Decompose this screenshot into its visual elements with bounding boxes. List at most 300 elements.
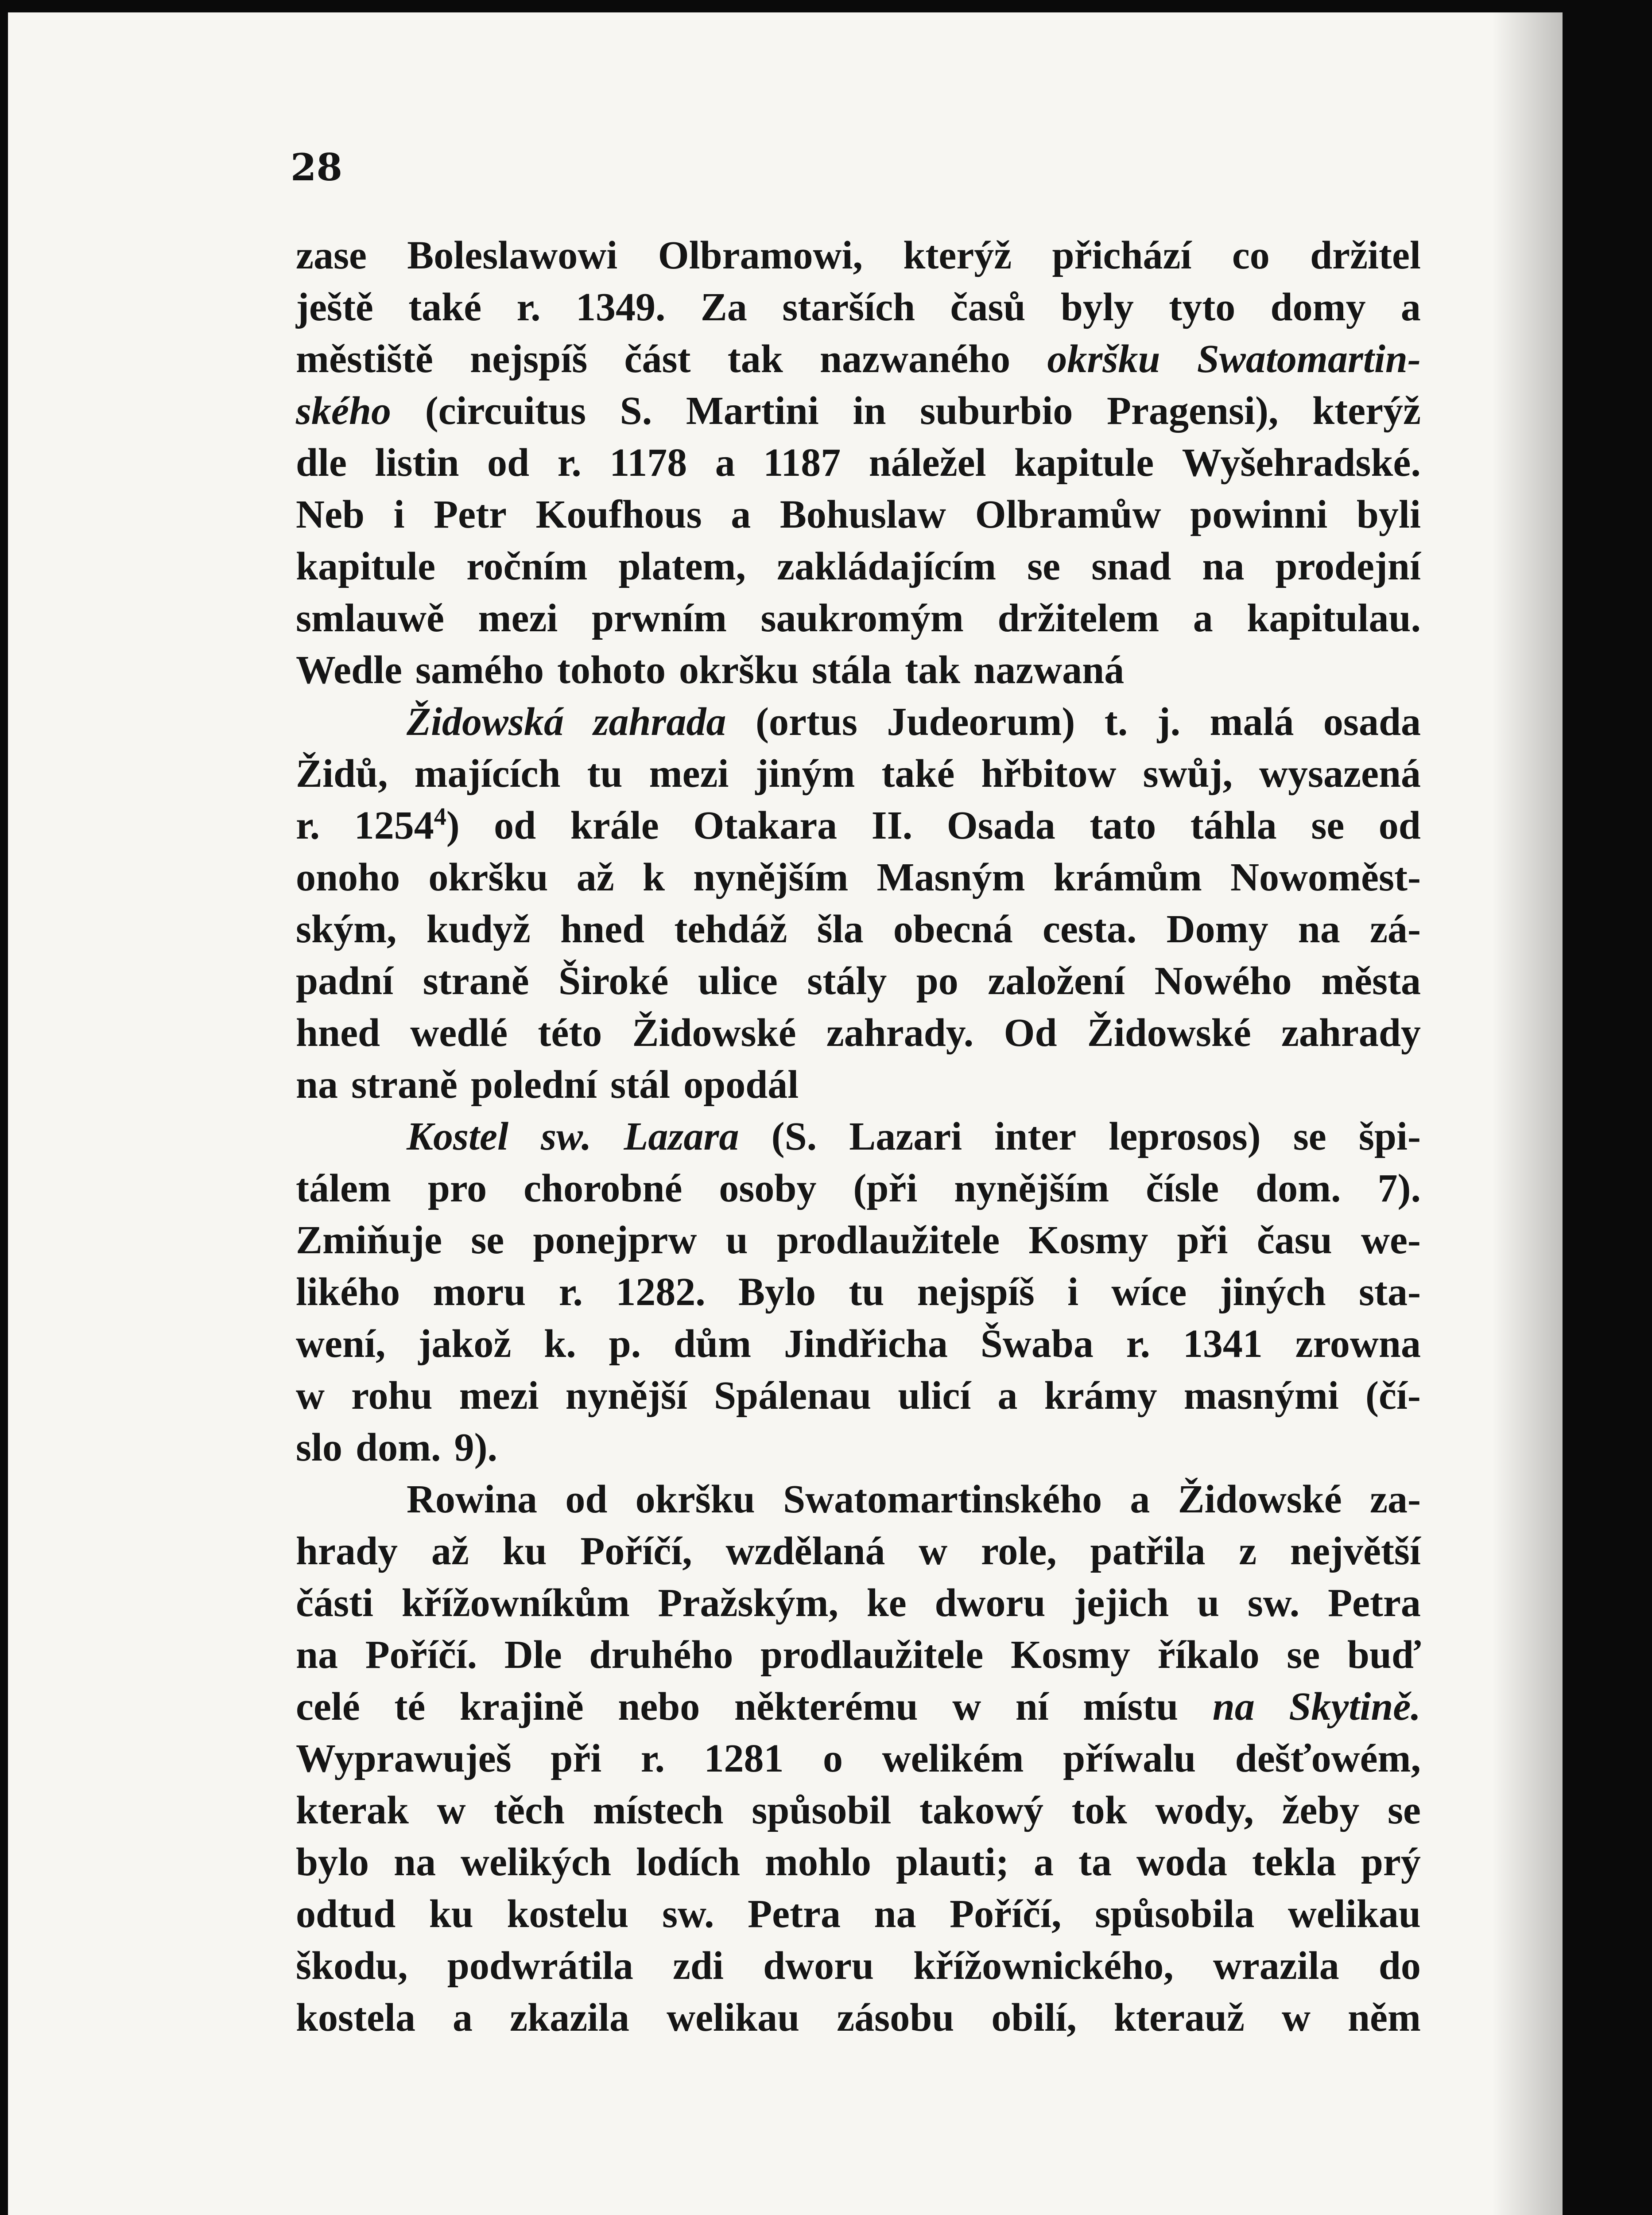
word: jiným bbox=[755, 752, 855, 796]
word: wedlé bbox=[410, 1011, 508, 1055]
word: leprosos) bbox=[1109, 1115, 1261, 1158]
text-line bbox=[296, 1733, 1421, 1784]
word: 1254$^4$) bbox=[354, 803, 460, 847]
word: Petr bbox=[434, 493, 507, 536]
word: a bbox=[731, 493, 751, 536]
body-text bbox=[296, 229, 1421, 2044]
word: prodlaužitele bbox=[776, 1218, 1000, 1262]
word: Šwaba bbox=[980, 1322, 1094, 1366]
text-line bbox=[296, 800, 1421, 851]
word: lodích bbox=[636, 1840, 741, 1884]
text-line bbox=[296, 437, 1421, 489]
word: a bbox=[1400, 285, 1421, 329]
word: nazwaná bbox=[973, 648, 1125, 692]
text-line bbox=[296, 1370, 1421, 1422]
word: pro bbox=[427, 1166, 487, 1210]
word: křížowníkům bbox=[401, 1581, 630, 1625]
text-line bbox=[296, 1111, 1421, 1162]
word: ke bbox=[866, 1581, 907, 1625]
word: zahrady. bbox=[826, 1011, 974, 1055]
word: ní bbox=[1015, 1685, 1049, 1729]
word: tato bbox=[1090, 804, 1156, 847]
word: Swatomartinského bbox=[783, 1477, 1102, 1521]
word: na bbox=[296, 1633, 338, 1677]
word: při bbox=[1177, 1218, 1228, 1262]
word: r. bbox=[557, 441, 582, 485]
text-line bbox=[296, 1007, 1421, 1059]
word: na bbox=[1298, 907, 1340, 951]
text-line bbox=[296, 1784, 1421, 1836]
word: 1349. bbox=[576, 285, 666, 329]
text-line bbox=[296, 955, 1421, 1007]
text-line bbox=[296, 1992, 1421, 2044]
word: Domy bbox=[1166, 907, 1268, 951]
word: ulice bbox=[698, 959, 778, 1003]
word: dle bbox=[296, 441, 347, 485]
word: Zmiňuje bbox=[296, 1218, 442, 1262]
word: polední bbox=[471, 1063, 597, 1107]
word: hned bbox=[560, 907, 645, 951]
word: (při bbox=[853, 1166, 918, 1210]
word: sw. bbox=[541, 1115, 592, 1158]
word: i bbox=[1067, 1270, 1079, 1314]
text-line bbox=[296, 644, 1421, 696]
word: Jindřicha bbox=[783, 1322, 948, 1366]
word: něm bbox=[1347, 1996, 1421, 2040]
word: kterýž bbox=[1312, 389, 1421, 433]
word: kterauž bbox=[1113, 1996, 1245, 2040]
word: (circuitus bbox=[425, 389, 586, 433]
word: Široké bbox=[558, 959, 669, 1003]
word: některému bbox=[734, 1685, 918, 1729]
text-line bbox=[296, 1162, 1421, 1214]
word: p. bbox=[609, 1322, 641, 1366]
word: mezi bbox=[649, 752, 729, 796]
word: dworu bbox=[763, 1944, 874, 1988]
word: o bbox=[823, 1737, 843, 1780]
word: role, bbox=[981, 1529, 1057, 1573]
word: nebo bbox=[618, 1685, 700, 1729]
text-line bbox=[296, 229, 1421, 281]
word: Lazara bbox=[624, 1115, 739, 1158]
word: u bbox=[1197, 1581, 1219, 1625]
text-line bbox=[296, 540, 1421, 592]
word: krámy bbox=[1044, 1374, 1157, 1418]
word: slo bbox=[296, 1426, 343, 1469]
word: zdi bbox=[672, 1944, 724, 1988]
word: největší bbox=[1290, 1529, 1421, 1573]
word: Pražským, bbox=[658, 1581, 838, 1625]
word: malá bbox=[1210, 700, 1294, 744]
word: hřbitow bbox=[981, 752, 1117, 796]
word: nejspíš bbox=[470, 337, 588, 381]
word: Bylo bbox=[738, 1270, 816, 1314]
word: Židowská bbox=[407, 700, 564, 744]
word: krámům bbox=[1053, 855, 1202, 899]
text-line bbox=[296, 1422, 1421, 1473]
word: prodejní bbox=[1275, 544, 1421, 588]
word: 1178 bbox=[609, 441, 687, 485]
word: patřila bbox=[1090, 1529, 1206, 1573]
word: se bbox=[1027, 544, 1061, 588]
word: místu bbox=[1083, 1685, 1179, 1729]
word: nynějším bbox=[693, 855, 849, 899]
text-line bbox=[296, 1629, 1421, 1681]
word: stál bbox=[610, 1063, 671, 1107]
text-line bbox=[296, 1836, 1421, 1888]
word: hned bbox=[296, 1011, 380, 1055]
word: celé bbox=[296, 1685, 360, 1729]
word: dům bbox=[673, 1322, 752, 1366]
word: tohoto bbox=[557, 648, 666, 692]
word: odtud bbox=[296, 1892, 396, 1936]
footnote-marker: 4 bbox=[434, 803, 446, 831]
word: na bbox=[394, 1840, 436, 1884]
word: tehdáž bbox=[674, 907, 787, 951]
word: také bbox=[408, 285, 482, 329]
text-line bbox=[296, 1473, 1421, 1525]
word: ponejprw bbox=[533, 1218, 697, 1262]
word: Židowské bbox=[632, 1011, 796, 1055]
word: Židowské bbox=[1087, 1011, 1251, 1055]
word: stály bbox=[807, 959, 887, 1003]
word: sw. bbox=[662, 1892, 714, 1936]
word: špi- bbox=[1358, 1115, 1421, 1158]
word: Otakara bbox=[693, 804, 838, 847]
word: táhla bbox=[1190, 804, 1277, 847]
word: jejich bbox=[1074, 1581, 1169, 1625]
word: nynějším bbox=[954, 1166, 1109, 1210]
word: Neb bbox=[296, 493, 365, 536]
word: bylo bbox=[296, 1840, 369, 1884]
word: straně bbox=[423, 959, 529, 1003]
word: okršku bbox=[428, 855, 548, 899]
word: mezi bbox=[478, 596, 558, 640]
page-edge-shadow bbox=[1492, 12, 1563, 2215]
word: ku bbox=[429, 1892, 473, 1936]
word: Dle bbox=[504, 1633, 562, 1677]
word: wíce bbox=[1111, 1270, 1187, 1314]
text-line bbox=[296, 1525, 1421, 1577]
text-line bbox=[296, 333, 1421, 385]
page-number: 28 bbox=[291, 145, 342, 189]
word: saukromým bbox=[760, 596, 964, 640]
word: krále bbox=[570, 804, 659, 847]
word: nazwaného bbox=[820, 337, 1011, 381]
word: škodu, bbox=[296, 1944, 408, 1988]
word: starších bbox=[782, 285, 915, 329]
word: Osada bbox=[946, 804, 1055, 847]
word: krajině bbox=[459, 1685, 584, 1729]
word: zkazila bbox=[510, 1996, 630, 2040]
word: majících bbox=[414, 752, 561, 796]
word: 1282. bbox=[616, 1270, 706, 1314]
word: plauti; bbox=[896, 1840, 1009, 1884]
word: dom. bbox=[1256, 1166, 1341, 1210]
word: byli bbox=[1356, 493, 1421, 536]
word: část bbox=[624, 337, 691, 381]
word: Kosmy bbox=[1028, 1218, 1148, 1262]
word: kudyž bbox=[426, 907, 531, 951]
word: a bbox=[715, 441, 735, 485]
word: také bbox=[881, 752, 955, 796]
word: Olbramůw bbox=[975, 493, 1161, 536]
word: rohu bbox=[351, 1374, 433, 1418]
word: Poříčí, bbox=[950, 1892, 1062, 1936]
word: listin bbox=[375, 441, 459, 485]
word: Nowoměst- bbox=[1230, 855, 1421, 899]
word: podwrátila bbox=[447, 1944, 633, 1988]
word: stála bbox=[812, 648, 892, 692]
word: co bbox=[1232, 233, 1270, 277]
text-line bbox=[296, 1266, 1421, 1318]
word: ulicí bbox=[898, 1374, 971, 1418]
word: Židowské bbox=[1178, 1477, 1342, 1521]
text-line bbox=[296, 903, 1421, 955]
word: swůj, bbox=[1143, 752, 1233, 796]
word: chorobné bbox=[524, 1166, 683, 1210]
word: jakož bbox=[418, 1322, 512, 1366]
word: ta bbox=[1078, 1840, 1112, 1884]
word: Nowého bbox=[1154, 959, 1292, 1003]
word: ročním bbox=[466, 544, 588, 588]
word: založení bbox=[988, 959, 1125, 1003]
word: zrowna bbox=[1295, 1322, 1421, 1366]
word: při bbox=[551, 1737, 602, 1780]
word: těch bbox=[494, 1788, 565, 1832]
word: w bbox=[437, 1788, 466, 1832]
word: přichází bbox=[1052, 233, 1192, 277]
text-line bbox=[296, 1940, 1421, 1992]
word: tekla bbox=[1252, 1840, 1336, 1884]
word: sta- bbox=[1358, 1270, 1421, 1314]
word: r. bbox=[296, 804, 320, 847]
word: powinni bbox=[1190, 493, 1328, 536]
word: obilí, bbox=[991, 1996, 1077, 2040]
word: Rowina bbox=[407, 1477, 538, 1521]
word: tak bbox=[727, 337, 783, 381]
word: Kostel bbox=[407, 1115, 509, 1158]
word: křížownického, bbox=[913, 1944, 1174, 1988]
word: Spálenau bbox=[714, 1374, 872, 1418]
word: na bbox=[1212, 1685, 1255, 1729]
text-line bbox=[296, 592, 1421, 644]
word: sw. bbox=[1247, 1581, 1300, 1625]
word: Petra bbox=[748, 1892, 841, 1936]
word: se bbox=[1287, 1633, 1320, 1677]
word: Kosmy bbox=[1010, 1633, 1130, 1677]
word: ) bbox=[446, 804, 460, 847]
word: od bbox=[565, 1477, 608, 1521]
text-line bbox=[296, 1888, 1421, 1940]
text-line bbox=[296, 851, 1421, 903]
word: tyto bbox=[1169, 285, 1236, 329]
word: od bbox=[487, 441, 530, 485]
word: padní bbox=[296, 959, 394, 1003]
word: Židů, bbox=[296, 752, 388, 796]
word: a bbox=[1034, 1840, 1054, 1884]
word: tu bbox=[849, 1270, 884, 1314]
word: t. bbox=[1104, 700, 1128, 744]
word: zahrady bbox=[1281, 1011, 1421, 1055]
word: 7). bbox=[1377, 1166, 1421, 1210]
word: w bbox=[296, 1374, 325, 1418]
word: welikém bbox=[882, 1737, 1024, 1780]
word: zá- bbox=[1370, 907, 1421, 951]
text-line bbox=[296, 281, 1421, 333]
word: Za bbox=[700, 285, 747, 329]
word: a bbox=[453, 1996, 473, 2040]
word: se bbox=[1388, 1788, 1421, 1832]
word: samého bbox=[415, 648, 544, 692]
word: k bbox=[642, 855, 665, 899]
word: Wyprawuješ bbox=[296, 1737, 512, 1780]
text-line bbox=[296, 748, 1421, 800]
word: r. bbox=[1126, 1322, 1150, 1366]
word: čísle bbox=[1146, 1166, 1219, 1210]
word: tu bbox=[587, 752, 623, 796]
word: říkalo bbox=[1157, 1633, 1260, 1677]
word: osoby bbox=[719, 1166, 817, 1210]
word: r. bbox=[558, 1270, 583, 1314]
word: likého bbox=[296, 1270, 400, 1314]
word: na bbox=[1202, 544, 1245, 588]
word: příwalu bbox=[1063, 1737, 1196, 1780]
word: za- bbox=[1370, 1477, 1421, 1521]
text-line bbox=[296, 1059, 1421, 1111]
word: woda bbox=[1136, 1840, 1227, 1884]
text-line bbox=[296, 489, 1421, 540]
text-line bbox=[296, 1318, 1421, 1370]
word: od bbox=[494, 804, 536, 847]
word: až bbox=[431, 1529, 469, 1573]
word: místech bbox=[593, 1788, 724, 1832]
word: Olbramowi, bbox=[658, 233, 863, 277]
word: časů bbox=[950, 285, 1026, 329]
word: Swatomartin- bbox=[1197, 337, 1421, 381]
word: wody, bbox=[1155, 1788, 1254, 1832]
word: masnými bbox=[1183, 1374, 1339, 1418]
word: Wedle bbox=[296, 648, 402, 692]
word: inter bbox=[994, 1115, 1077, 1158]
word: welikých bbox=[461, 1840, 612, 1884]
word: we- bbox=[1361, 1218, 1421, 1262]
word: 9). bbox=[454, 1426, 498, 1469]
word: w bbox=[919, 1529, 948, 1573]
word: Wyšehradské. bbox=[1182, 441, 1421, 485]
word: okršku bbox=[679, 648, 799, 692]
word: Koufhous bbox=[535, 493, 702, 536]
word: Poříčí. bbox=[365, 1633, 477, 1677]
word: u bbox=[725, 1218, 748, 1262]
word: a bbox=[997, 1374, 1018, 1418]
word: byly bbox=[1060, 285, 1134, 329]
word: platem, bbox=[618, 544, 746, 588]
word: žeby bbox=[1282, 1788, 1360, 1832]
word: r. bbox=[640, 1737, 665, 1780]
word: zásobu bbox=[837, 1996, 954, 2040]
text-line bbox=[296, 1214, 1421, 1266]
word: kterýž bbox=[903, 233, 1012, 277]
word: opodál bbox=[683, 1063, 799, 1107]
text-line bbox=[296, 1577, 1421, 1629]
word: času bbox=[1256, 1218, 1332, 1262]
word: kostela bbox=[296, 1996, 415, 2040]
word: moru bbox=[433, 1270, 526, 1314]
word: onoho bbox=[296, 855, 400, 899]
word: hrady bbox=[296, 1529, 398, 1573]
word: k. bbox=[544, 1322, 576, 1366]
word: na bbox=[874, 1892, 916, 1936]
word: II. bbox=[871, 804, 913, 847]
word: straně bbox=[351, 1063, 458, 1107]
word: šla bbox=[817, 907, 864, 951]
word: domy bbox=[1270, 285, 1366, 329]
word: tok bbox=[1071, 1788, 1127, 1832]
word: cesta. bbox=[1043, 907, 1137, 951]
word: mohlo bbox=[765, 1840, 872, 1884]
word: od bbox=[1378, 804, 1421, 847]
word: ještě bbox=[296, 285, 373, 329]
word: Petra bbox=[1328, 1581, 1421, 1625]
word: části bbox=[296, 1581, 373, 1625]
word: (čí- bbox=[1365, 1374, 1421, 1418]
word: mezi bbox=[459, 1374, 539, 1418]
word: (S. bbox=[771, 1115, 817, 1158]
word: dešťowém, bbox=[1235, 1737, 1421, 1780]
word: welikau bbox=[667, 1996, 800, 2040]
word: ského bbox=[296, 389, 392, 433]
word: S. bbox=[620, 389, 652, 433]
word: tálem bbox=[296, 1166, 391, 1210]
word: na bbox=[296, 1063, 338, 1107]
word: až bbox=[576, 855, 614, 899]
word: se bbox=[1311, 804, 1345, 847]
word: se bbox=[1293, 1115, 1326, 1158]
book-page bbox=[8, 12, 1563, 2215]
word: 1281 bbox=[704, 1737, 784, 1780]
word: městiště bbox=[296, 337, 433, 381]
word: 1341 bbox=[1183, 1322, 1263, 1366]
word: nynější bbox=[565, 1374, 687, 1418]
word: po bbox=[916, 959, 958, 1003]
word: zakládajícím bbox=[777, 544, 997, 588]
word: kapitule bbox=[296, 544, 436, 588]
word: prodlaužitele bbox=[760, 1633, 984, 1677]
word: se bbox=[471, 1218, 504, 1262]
word: zahrada bbox=[593, 700, 726, 744]
word: kterak bbox=[296, 1788, 409, 1832]
word: i bbox=[393, 493, 405, 536]
word: z bbox=[1239, 1529, 1257, 1573]
word: Judeorum) bbox=[887, 700, 1075, 744]
word: buď bbox=[1347, 1633, 1421, 1677]
text-line bbox=[296, 1681, 1421, 1733]
word: Martini bbox=[686, 389, 819, 433]
word: Skytině. bbox=[1289, 1685, 1421, 1729]
word: wzdělaná bbox=[725, 1529, 885, 1573]
word: suburbio bbox=[920, 389, 1073, 433]
word: snad bbox=[1091, 544, 1171, 588]
word: jiných bbox=[1219, 1270, 1326, 1314]
word: Poříčí, bbox=[580, 1529, 692, 1573]
word: kapitulau. bbox=[1247, 596, 1421, 640]
text-line bbox=[296, 385, 1421, 437]
word: w bbox=[952, 1685, 981, 1729]
word: této bbox=[538, 1011, 602, 1055]
word: wrazila bbox=[1213, 1944, 1339, 1988]
word: welikau bbox=[1287, 1892, 1421, 1936]
